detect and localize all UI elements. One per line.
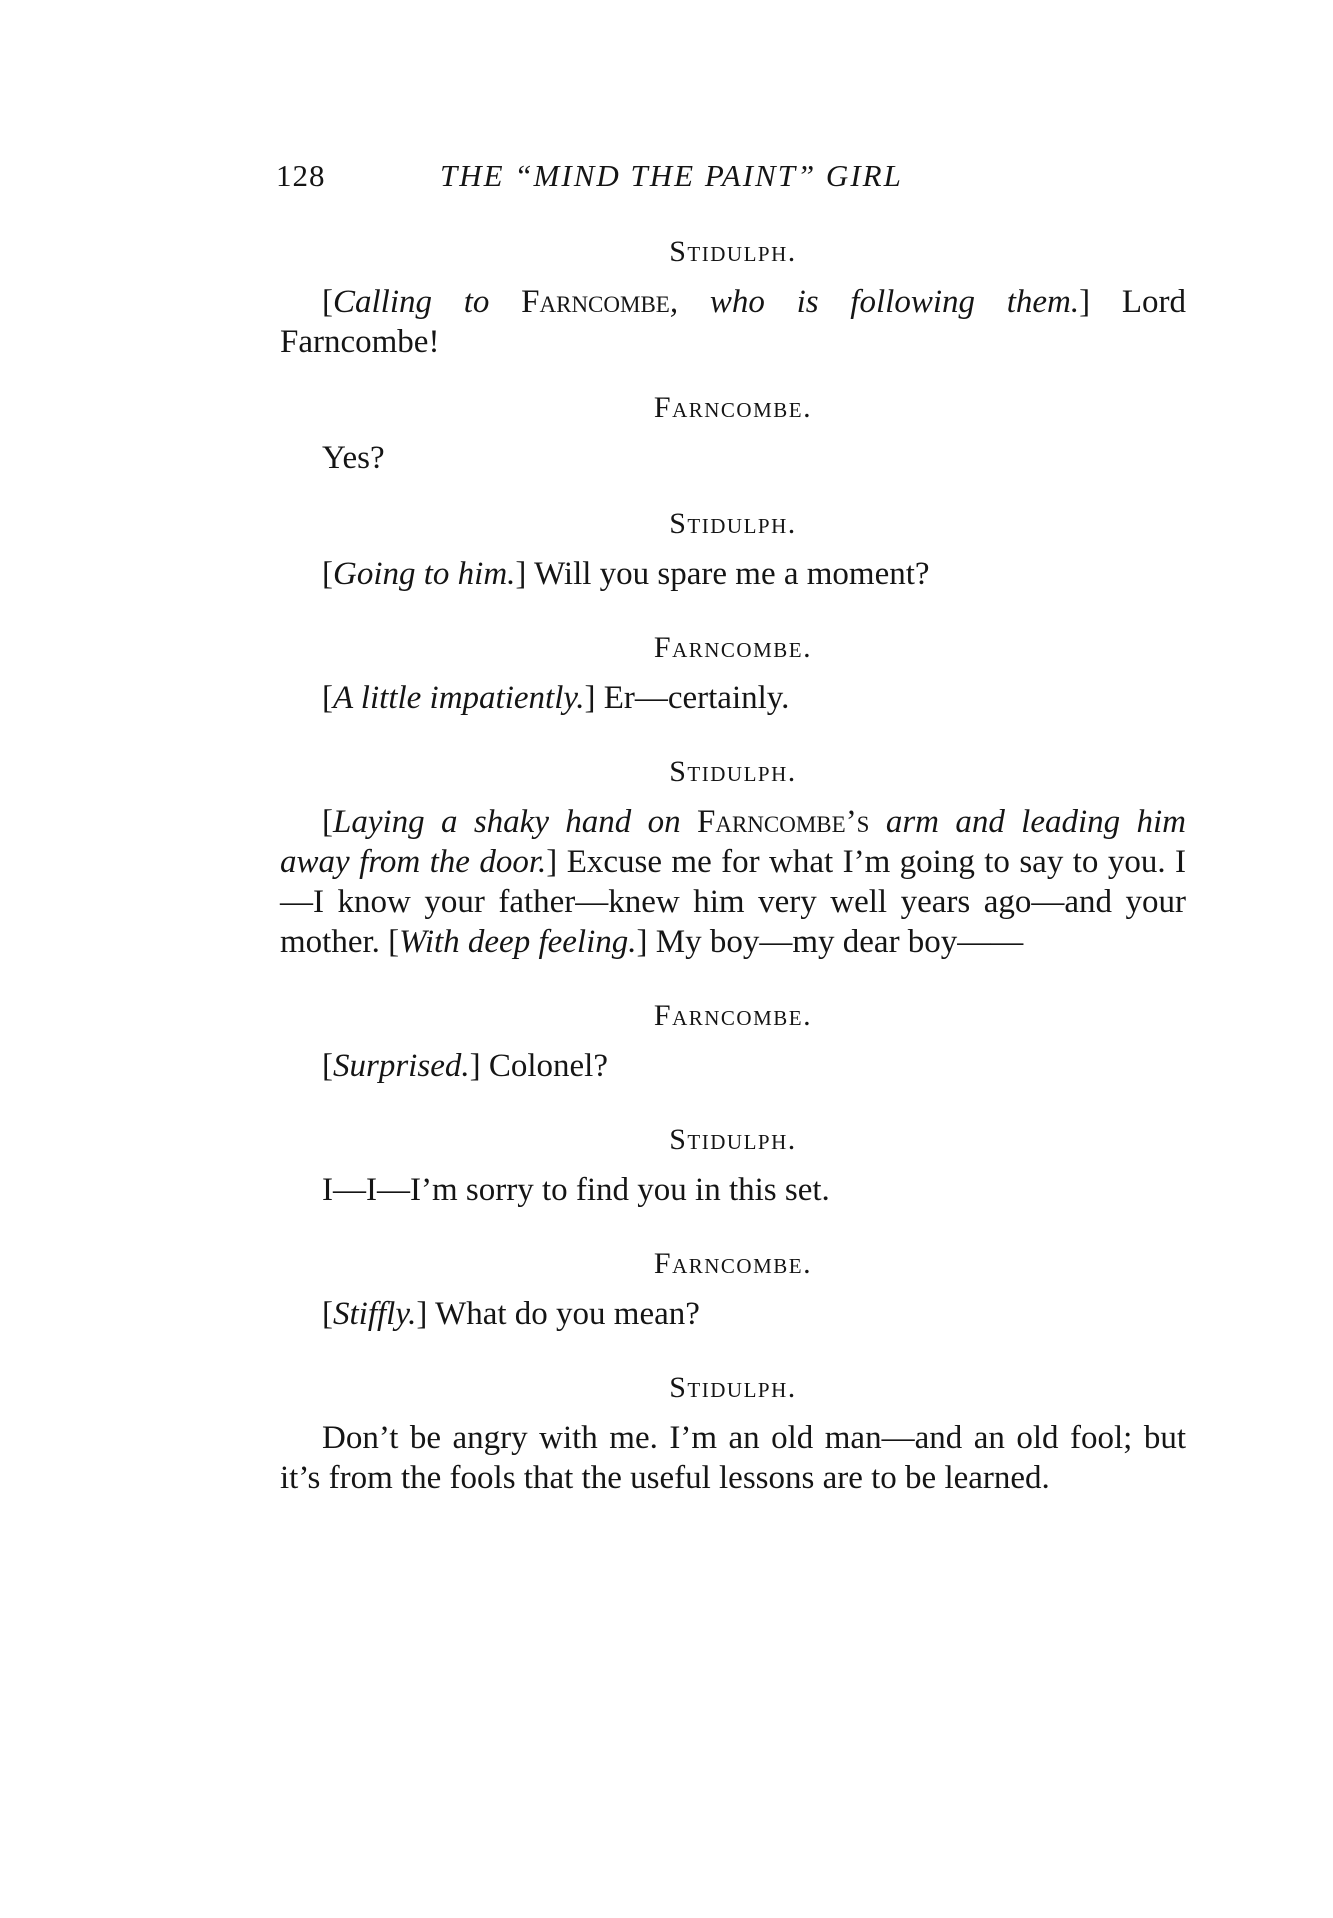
speech-text: I—I—I’m sorry to find you in this set. xyxy=(322,1172,830,1208)
speech-text: Er—certainly. xyxy=(595,680,790,716)
stage-direction: Stiffly. xyxy=(333,1296,417,1332)
speech-text: Yes? xyxy=(322,440,385,476)
stage-direction: arm and leading him away from the door. xyxy=(280,804,1186,880)
character-name: Farncombe’s xyxy=(696,804,870,840)
speech-text: Excuse me for what I’m going to say to you. I—I know your father—knew him very well years ago—and your mother. xyxy=(280,844,1186,960)
speech-text: Don’t be angry with me. I’m an old man—and an old fool; but it’s from the fools that the useful lessons are to be learned. xyxy=(280,1420,1186,1496)
speech-text: Will you spare me a moment? xyxy=(526,556,930,592)
speech: [A little impatiently.] Er—certainly. xyxy=(322,680,790,716)
stage-direction: , who is following them. xyxy=(669,284,1080,320)
speech: [Laying a shaky hand on Farncombe’s arm and leading him away from the door.] Excuse me for what I’m going to say to you. I—I know your father—knew him very well years ago—and your mother. [With deep feeling.] My boy—my dear boy—— xyxy=(280,804,1186,960)
speaker-name: Farncombe. xyxy=(653,999,813,1032)
stage-direction: A little impatiently. xyxy=(333,680,585,716)
speaker-name: Stidulph. xyxy=(669,507,797,540)
running-title: THE “MIND THE PAINT” GIRL xyxy=(440,158,903,193)
speaker-name: Stidulph. xyxy=(669,755,797,788)
speech-text: What do you mean? xyxy=(427,1296,700,1332)
speech xyxy=(280,1418,1186,1498)
speech-text: My boy—my dear boy—— xyxy=(647,924,1024,960)
speech-text: Lord Farncombe! xyxy=(280,284,1186,360)
stage-direction: With deep feeling. xyxy=(399,924,637,960)
character-name: Farncombe xyxy=(521,284,670,320)
speaker-name: Farncombe. xyxy=(653,631,813,664)
stage-direction: Going to him. xyxy=(333,556,516,592)
page-number: 128 xyxy=(276,158,326,193)
speech-text: Colonel? xyxy=(480,1048,608,1084)
speaker-name: Farncombe. xyxy=(653,1247,813,1280)
speech xyxy=(280,438,1186,478)
speech: [Surprised.] Colonel? xyxy=(322,1048,608,1084)
speaker-name: Stidulph. xyxy=(669,1371,797,1404)
speech xyxy=(280,1170,1186,1210)
speech: [Calling to Farncombe, who is following them.] Lord Farncombe! xyxy=(280,284,1186,360)
speaker-name: Stidulph. xyxy=(669,235,797,268)
speaker-name: Stidulph. xyxy=(669,1123,797,1156)
speaker-name: Farncombe. xyxy=(653,391,813,424)
stage-direction: Laying a shaky hand on xyxy=(333,804,697,840)
speech: [Stiffly.] What do you mean? xyxy=(322,1296,700,1332)
stage-direction: Calling to xyxy=(333,284,522,320)
stage-direction: Surprised. xyxy=(333,1048,470,1084)
dialogue-text xyxy=(280,232,1186,1498)
speech: [Going to him.] Will you spare me a moment? xyxy=(322,556,930,592)
